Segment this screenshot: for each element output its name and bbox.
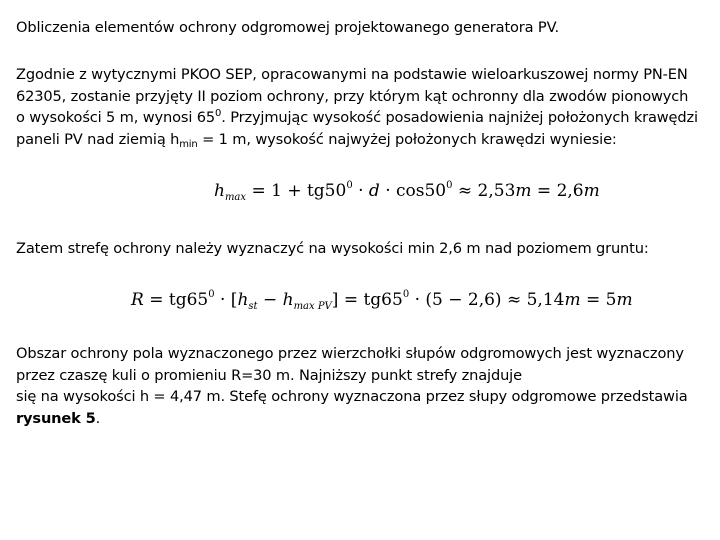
formula-var: h — [282, 290, 294, 310]
paragraph-line: się na wysokości h = 4,47 m. Stefę ochrony wyznaczona przez słupy odgromowe przedstawia — [16, 388, 688, 405]
formula-text: = 2,6 — [531, 181, 584, 201]
formula-unit: m — [564, 290, 581, 310]
formula-var: R — [131, 290, 144, 310]
degree-superscript: 0 — [215, 108, 222, 119]
figure-reference: rysunek 5 — [16, 409, 96, 427]
paragraph-line: Zgodnie z wytycznymi PKOO SEP, opracowanymi na podstawie wieloarkuszowej normy PN-EN — [16, 66, 688, 83]
text-run: . Przyjmując wysokość posadowienia najniżej położonych krawędzi — [221, 109, 698, 126]
page-title — [16, 17, 710, 39]
formula-sub: max — [224, 192, 247, 203]
text-run: = 1 m, wysokość najwyżej położonych krawędzi wyniesie: — [197, 130, 617, 148]
formula-sup: 0 — [446, 180, 453, 191]
formula-hmax — [214, 181, 600, 201]
paragraph-protection-area — [16, 343, 710, 429]
paragraph-guidelines — [16, 64, 710, 150]
formula-text: · [ — [214, 290, 238, 310]
paragraph-line: Obszar ochrony pola wyznaczonego przez wierzchołki słupów odgromowych jest wyznaczony — [16, 345, 684, 362]
paragraph-line: przez czaszę kuli o promieniu R=30 m. Najniższy punkt strefy znajduje — [16, 366, 522, 384]
subscript-min: min — [179, 138, 198, 150]
formula-text: = tg65 — [143, 290, 209, 310]
formula-unit: m — [616, 290, 633, 310]
formula-text: · (5 − 2,6) ≈ 5,14 — [409, 290, 565, 310]
formula-text: = 1 + tg50 — [246, 181, 347, 201]
formula-radius — [131, 290, 633, 310]
formula-unit: m — [583, 181, 600, 201]
formula-sup: 0 — [402, 289, 410, 300]
formula-var: d — [368, 181, 380, 201]
formula-text: ≈ 2,53 — [452, 181, 516, 201]
formula-sub: max PV — [293, 301, 332, 312]
paragraph-line — [16, 107, 710, 129]
text-run: . — [95, 409, 101, 427]
text-run: paneli PV nad ziemią h — [16, 130, 180, 148]
paragraph-zone — [16, 238, 710, 260]
formula-text: = 5 — [580, 290, 617, 310]
formula-var: h — [237, 290, 249, 310]
paragraph-line — [16, 129, 710, 151]
text-run: o wysokości 5 m, wynosi 65 — [16, 109, 215, 126]
title-text: Obliczenia elementów ochrony odgromowej projektowanego generatora PV. — [16, 19, 560, 36]
paragraph-line — [16, 408, 710, 430]
paragraph-line: 62305, zostanie przyjęty II poziom ochrony, przy którym kąt ochronny dla zwodów pionowych — [16, 87, 689, 105]
formula-sup: 0 — [208, 289, 215, 300]
formula-var: h — [214, 181, 225, 201]
paragraph-line: Zatem strefę ochrony należy wyznaczyć na wysokości min 2,6 m nad poziomem gruntu: — [16, 240, 649, 257]
formula-unit: m — [515, 181, 532, 201]
formula-text: ] = tg65 — [331, 290, 403, 310]
formula-text: − — [257, 290, 283, 310]
formula-sup: 0 — [346, 180, 353, 191]
formula-text: · — [352, 181, 369, 201]
formula-sub: st — [248, 301, 258, 312]
formula-text: · cos50 — [379, 181, 447, 201]
